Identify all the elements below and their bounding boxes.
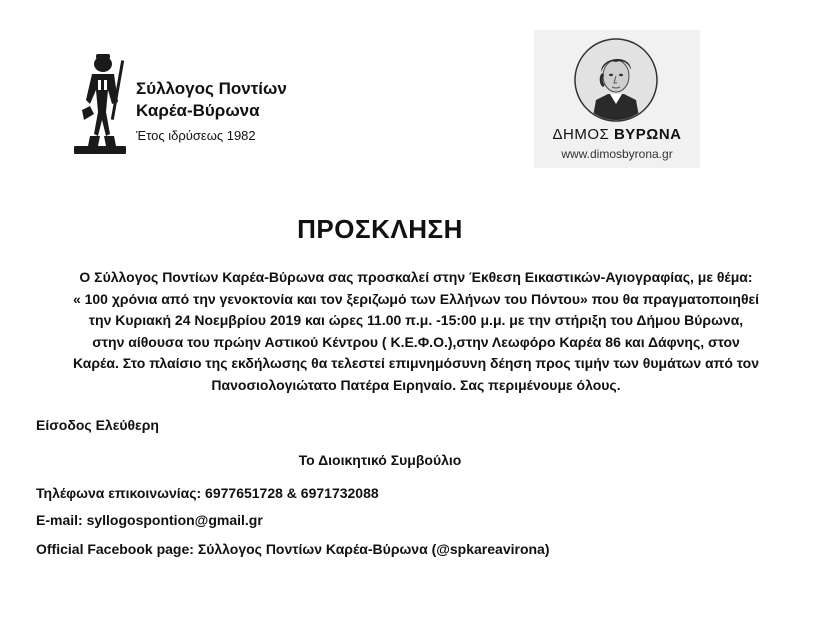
contact-phones: Τηλέφωνα επικοινωνίας: 6977651728 & 6971732088 — [36, 485, 379, 501]
contact-email: E-mail: syllogospontion@gmail.gr — [36, 512, 263, 528]
association-name-line2: Καρέα-Βύρωνα — [136, 101, 260, 120]
association-name — [136, 78, 287, 144]
paragraph-line: « 100 χρόνια από την γενοκτονία και τον ξεριζωμό των Ελλήνων του Πόντου» που θα πραγματοποιηθεί — [72, 290, 760, 307]
document-title: ΠΡΟΣΚΛΗΣΗ — [297, 214, 463, 244]
municipality-name-bold: ΒΥΡΩΝΑ — [613, 126, 682, 143]
municipality-url: www.dimosbyrona.gr — [561, 147, 673, 161]
municipality-name — [534, 126, 700, 143]
association-name-line1: Σύλλογος Ποντίων — [136, 79, 287, 98]
paragraph-line: Ο Σύλλογος Ποντίων Καρέα-Βύρωνα σας προσκαλεί στην Έκθεση Εικαστικών-Αγιογραφίας, με θέμα: — [79, 269, 753, 285]
free-entry-text: Είσοδος Ελεύθερη — [36, 417, 159, 433]
paragraph-line: Καρέα. Στο πλαίσιο της εκδήλωσης θα τελεστεί επιμνημόσυνη δέηση προς τιμήν των θυμάτων από τον — [72, 355, 760, 371]
municipality-name-prefix: ΔΗΜΟΣ — [552, 126, 614, 143]
paragraph-line: την Κυριακή 24 Νοεμβρίου 2019 και ώρες 11.00 π.μ. -15:00 μ.μ. με την στήριξη του Δήμου Βύρωνα, — [88, 312, 744, 328]
association-founded: Έτος ιδρύσεως 1982 — [136, 128, 256, 143]
invitation-paragraph — [36, 267, 796, 396]
paragraph-line: στην αίθουσα του πρώην Αστικού Κέντρου ( Κ.Ε.Φ.Ο.),στην Λεωφόρο Καρέα 86 και Δάφνης, στον — [92, 333, 740, 350]
board-signature: Το Διοικητικό Συμβούλιο — [298, 452, 462, 468]
association-logo — [68, 50, 308, 160]
paragraph-line: Πανοσιολογιώτατο Πατέρα Ειρηναίο. Σας περιμένουμε όλους. — [211, 376, 621, 393]
municipality-logo — [534, 30, 700, 168]
pontic-figure-icon — [68, 50, 134, 160]
byron-portrait-icon — [574, 38, 658, 122]
facebook-page: Official Facebook page: Σύλλογος Ποντίων Καρέα-Βύρωνα (@spkareavirona) — [36, 541, 550, 557]
